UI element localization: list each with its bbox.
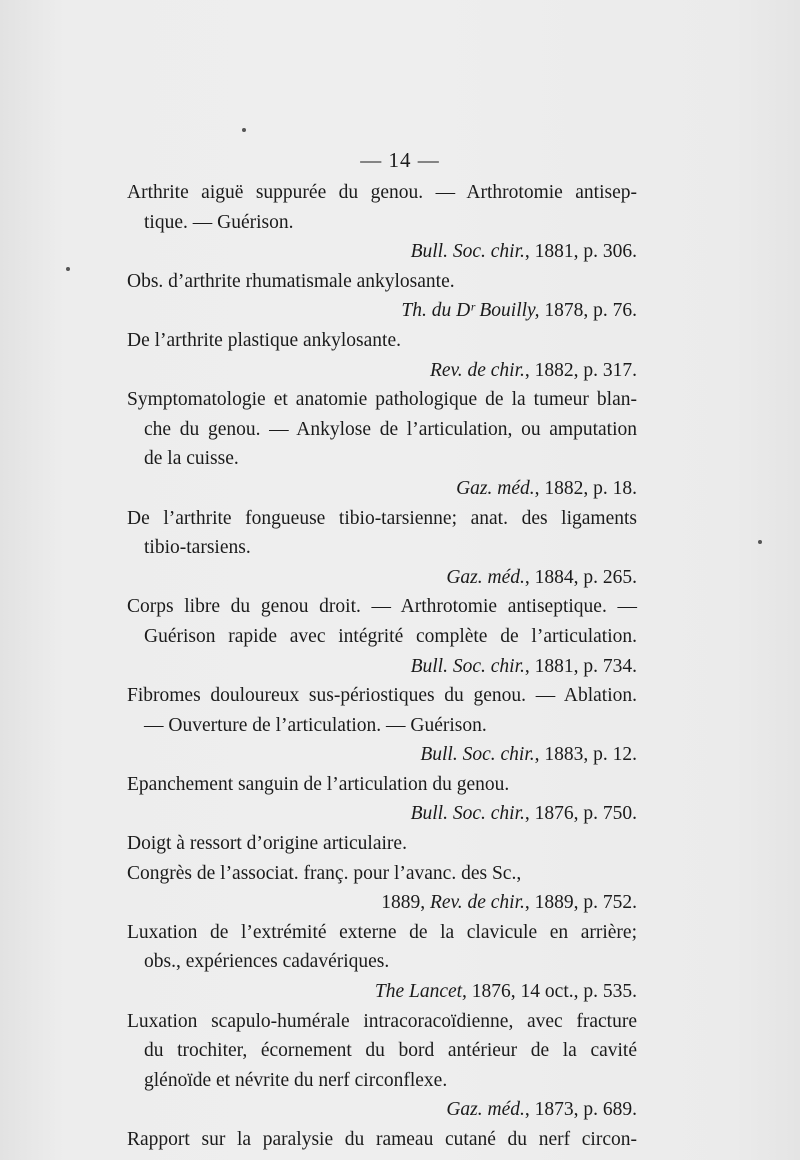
reference-source: Bull. Soc. chir. xyxy=(420,744,535,766)
reference-details: , xyxy=(516,862,522,884)
reference-source: Congrès de l’associat. franç. pour l’avanc. des Sc. xyxy=(127,862,517,884)
entry-title-line: tibio-tarsiens. xyxy=(144,537,251,559)
reference-source: The Lancet, xyxy=(374,981,467,1003)
bibliography-entry xyxy=(127,681,637,770)
reference-source: Gaz. méd. xyxy=(446,566,525,588)
reference-details: , 1876, p. 750. xyxy=(524,803,637,825)
entry-title xyxy=(127,592,637,651)
entry-title-line: Luxation de l’extrémité externe de la clavicule en arrière; xyxy=(127,921,637,943)
entry-title xyxy=(127,178,637,237)
entry-title-line: Guérison rapide avec intégrité complète de l’articulation. xyxy=(144,625,637,647)
entry-title xyxy=(127,1125,637,1155)
entry-reference xyxy=(127,652,637,682)
paper-speck xyxy=(758,540,762,544)
bibliography-entry xyxy=(127,267,637,326)
entry-title xyxy=(127,1007,637,1096)
bibliography-entry xyxy=(127,1125,637,1155)
reference-source: Th. du Dʳ Bouilly, xyxy=(401,300,540,322)
entry-title-line: obs., expériences cadavériques. xyxy=(144,951,390,973)
bibliography-entry xyxy=(127,829,637,918)
entry-title xyxy=(127,267,637,297)
reference-source: Rev. de chir. xyxy=(429,892,525,914)
bibliography-entry xyxy=(127,1007,637,1125)
reference-details: , 1889, p. 752. xyxy=(524,892,637,914)
reference-source: Gaz. méd. xyxy=(446,1099,525,1121)
entry-reference xyxy=(127,296,637,326)
entry-title-line: Corps libre du genou droit. — Arthrotomie antiseptique. — xyxy=(127,596,637,618)
reference-details: 1878, p. 76. xyxy=(539,300,637,322)
bibliography-entry xyxy=(127,504,637,593)
bibliography-list xyxy=(127,178,637,1155)
entry-title-line: de la cuisse. xyxy=(144,448,239,470)
reference-details: , 1881, p. 306. xyxy=(524,241,637,263)
entry-reference xyxy=(127,740,637,770)
entry-title xyxy=(127,829,637,859)
reference-source: Gaz. méd. xyxy=(456,477,535,499)
entry-title-line: Luxation scapulo-humérale intracoracoïdienne, avec fracture xyxy=(127,1010,637,1032)
entry-title-line: Symptomatologie et anatomie pathologique de la tumeur blan- xyxy=(127,389,637,411)
entry-title-line: Doigt à ressort d’origine articulaire. xyxy=(127,833,407,855)
reference-source: Bull. Soc. chir. xyxy=(410,803,525,825)
bibliography-entry xyxy=(127,326,637,385)
reference-details: 1889, xyxy=(381,892,430,914)
reference-details: , 1884, p. 265. xyxy=(524,566,637,588)
paper-speck xyxy=(66,267,70,271)
entry-reference xyxy=(127,474,637,504)
bibliography-entry xyxy=(127,770,637,829)
entry-reference-continued xyxy=(127,888,637,918)
entry-title-line: Epanchement sanguin de l’articulation du genou. xyxy=(127,773,510,795)
entry-reference xyxy=(127,977,637,1007)
entry-title-line: du trochiter, écornement du bord antérieur de la cavité xyxy=(144,1040,637,1062)
entry-title-line: Obs. d’arthrite rhumatismale ankylosante. xyxy=(127,270,455,292)
entry-reference xyxy=(127,356,637,386)
entry-title xyxy=(127,918,637,977)
entry-title xyxy=(127,770,637,800)
entry-reference xyxy=(127,1095,637,1125)
entry-title xyxy=(127,504,637,563)
reference-source: Bull. Soc. chir. xyxy=(410,655,525,677)
bibliography-entry xyxy=(127,385,637,503)
reference-source: Bull. Soc. chir. xyxy=(410,241,525,263)
entry-title xyxy=(127,681,637,740)
reference-details: , 1883, p. 12. xyxy=(534,744,637,766)
bibliography-entry xyxy=(127,592,637,681)
entry-title xyxy=(127,385,637,474)
reference-details: , 1882, p. 18. xyxy=(534,477,637,499)
bibliography-entry xyxy=(127,178,637,267)
reference-details: , 1873, p. 689. xyxy=(524,1099,637,1121)
entry-title-line: Rapport sur la paralysie du rameau cutané du nerf circon- xyxy=(127,1129,637,1150)
entry-title-line: De l’arthrite plastique ankylosante. xyxy=(127,329,401,351)
entry-title-line: — Ouverture de l’articulation. — Guérison. xyxy=(144,714,487,736)
entry-title-line: Fibromes douloureux sus-périostiques du genou. — Ablation. xyxy=(127,685,637,707)
entry-title-line: tique. — Guérison. xyxy=(144,211,294,233)
entry-reference xyxy=(127,563,637,593)
paper-speck xyxy=(242,128,246,132)
entry-title-line: De l’arthrite fongueuse tibio-tarsienne; anat. des ligaments xyxy=(127,507,637,529)
entry-title-line: Arthrite aiguë suppurée du genou. — Arthrotomie antisep- xyxy=(127,182,637,203)
entry-reference xyxy=(127,799,637,829)
bibliography-entry xyxy=(127,918,637,1007)
entry-title xyxy=(127,326,637,356)
reference-source: Rev. de chir. xyxy=(429,359,525,381)
reference-details: , 1881, p. 734. xyxy=(524,655,637,677)
page-number: — 14 — xyxy=(360,148,440,172)
reference-details: 1876, 14 oct., p. 535. xyxy=(466,981,637,1003)
entry-reference xyxy=(127,237,637,267)
reference-details: , 1882, p. 317. xyxy=(524,359,637,381)
entry-reference xyxy=(127,859,637,889)
entry-title-line: che du genou. — Ankylose de l’articulation, ou amputation xyxy=(144,418,637,440)
entry-title-line: glénoïde et névrite du nerf circonflexe. xyxy=(144,1069,448,1091)
